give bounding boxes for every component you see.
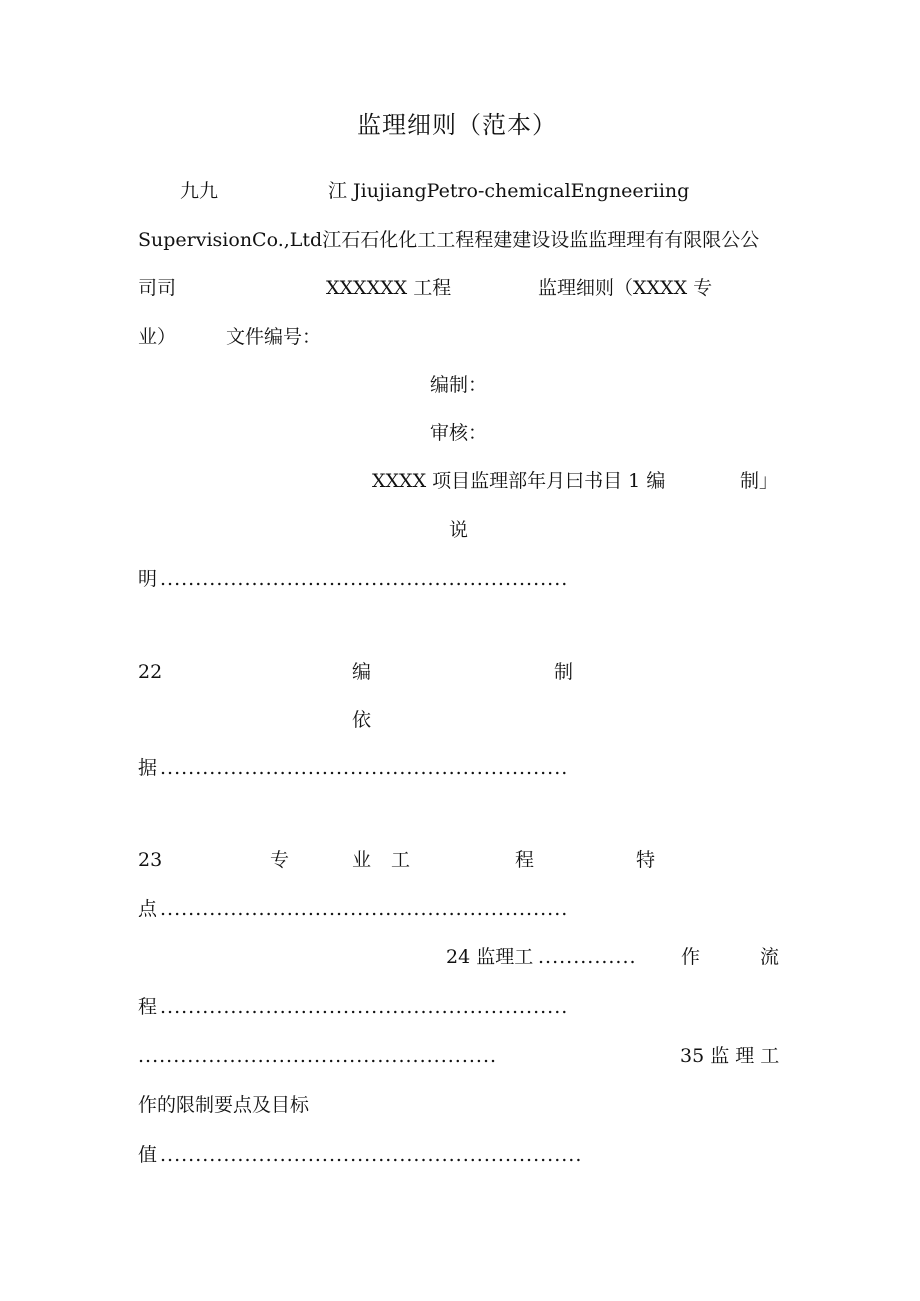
toc-entry-2-char-2: 制 [554, 661, 574, 683]
toc-entry-1-leader: .......................................................... [160, 568, 569, 590]
toc-entry-3-char-2: 业 [352, 849, 372, 871]
header-line3-b: XXXXXX 工程 [326, 277, 452, 299]
toc-entry-4-char-2: 流 [760, 946, 780, 968]
department-date-line: XXXX 项目监理部年月曰书目 1 编 [372, 470, 666, 492]
toc-entry-3-number: 23 [138, 849, 163, 871]
header-line1-a: 九九 [180, 180, 219, 202]
header-line3-c: 监理细则（XXXX 专 [538, 277, 713, 299]
header-line3-a: 司司 [138, 277, 177, 299]
toc-entry-5-leader: ............................................................ [160, 1144, 583, 1166]
toc-entry-3-char-6: 点 [138, 898, 158, 920]
toc-entry-5-part-c: 值 [138, 1144, 158, 1166]
toc-entry-2-char-3: 依 [352, 709, 372, 731]
toc-entry-1-part-b: 明 [138, 568, 158, 590]
toc-entry-5-part-b: 作的限制要点及目标 [138, 1094, 310, 1116]
toc-entry-4-part-a: 24 监理工 [446, 946, 534, 968]
toc-entry-1-part-a: 说 [449, 519, 469, 541]
compiled-by-label: 编制： [430, 374, 488, 396]
toc-entry-4-char-3: 程 [138, 996, 158, 1018]
document-number-label: 文件编号： [226, 326, 322, 348]
toc-entry-2-leader: .......................................................... [160, 757, 569, 779]
toc-entry-3-char-1: 专 [270, 849, 290, 871]
toc-entry-5-leader-lead: ................................................... [138, 1045, 498, 1067]
toc-entry-2-number: 22 [138, 661, 163, 683]
toc-entry-2-char-1: 编 [352, 661, 372, 683]
header-line1-b: 江 JiujiangPetro-chemicalEngneeriing [328, 180, 690, 202]
toc-entry-2-char-4: 据 [138, 757, 158, 779]
header-line2: SupervisionCo.,Ltd江石石化化工工程程建建设设监监理理有有限限公公 [138, 229, 760, 251]
toc-entry-4-char-1: 作 [681, 946, 701, 968]
toc-entry-4-leader-inline: .............. [538, 946, 637, 968]
toc-entry-3-char-4: 程 [515, 849, 535, 871]
toc-entry-3-leader: .......................................................... [160, 898, 569, 920]
department-date-tail: 制」 [740, 470, 779, 492]
toc-entry-3-char-3: 工 [391, 849, 411, 871]
toc-entry-4-leader: .......................................................... [160, 996, 569, 1018]
toc-entry-5-part-a: 35 监 理 工 [680, 1045, 780, 1067]
page-title: 监理细则（范本） [357, 111, 557, 139]
reviewed-by-label: 审核： [430, 422, 488, 444]
header-line4-a: 业） [138, 326, 177, 348]
toc-entry-3-char-5: 特 [636, 849, 656, 871]
